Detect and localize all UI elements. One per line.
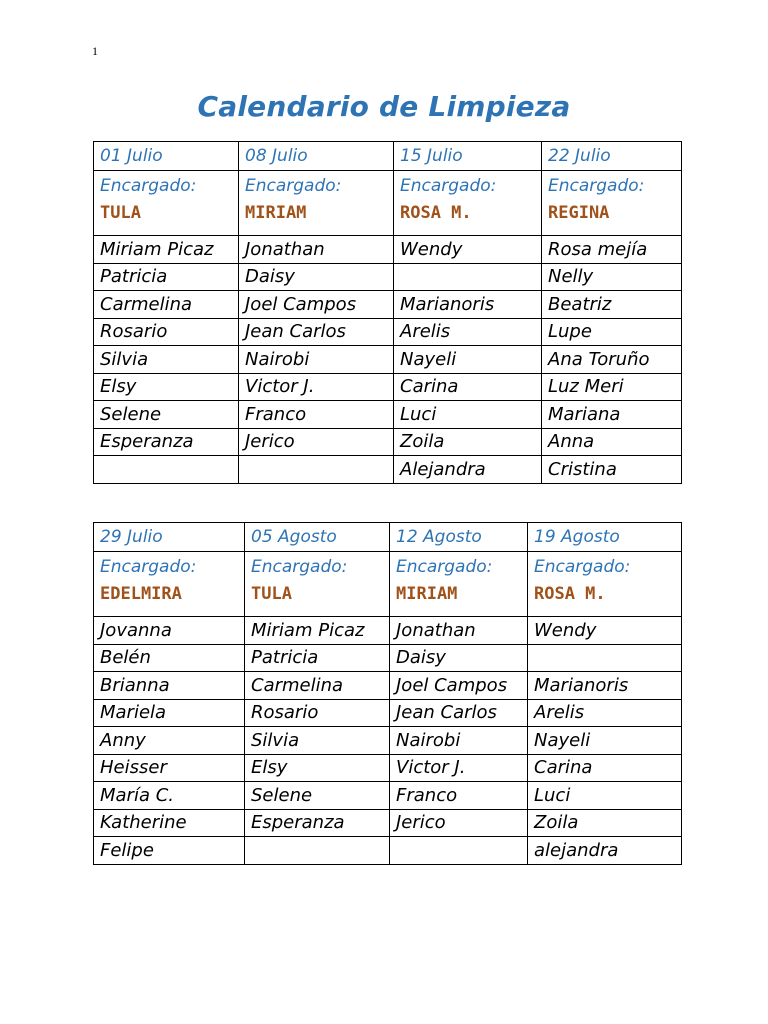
name-cell: Nairobi [390, 727, 528, 755]
name-cell: Franco [239, 401, 394, 429]
name-cell: Luci [528, 782, 682, 810]
name-cell: Anna [542, 428, 682, 456]
name-cell: Nayeli [394, 346, 542, 374]
encargado-label: Encargado: [245, 176, 342, 196]
table-row [94, 456, 682, 484]
encargado-name: ROSA M. [534, 584, 606, 604]
name-cell [239, 456, 394, 484]
table-row [94, 644, 682, 672]
table-row [94, 782, 682, 810]
name-cell [394, 263, 542, 291]
name-cell: Jonathan [390, 617, 528, 645]
name-cell: Patricia [94, 263, 239, 291]
name-cell: Jovanna [94, 617, 245, 645]
name-cell: Jerico [390, 809, 528, 837]
encargado-name: ROSA M. [400, 203, 472, 223]
table-row [94, 373, 682, 401]
table-row [94, 263, 682, 291]
name-cell: Daisy [239, 263, 394, 291]
name-cell: Marianoris [394, 291, 542, 319]
name-cell [245, 837, 390, 865]
table-row [94, 236, 682, 264]
name-cell: Jean Carlos [239, 318, 394, 346]
name-cell [390, 837, 528, 865]
name-cell: Esperanza [94, 428, 239, 456]
name-cell: Felipe [94, 837, 245, 865]
name-cell: Carina [394, 373, 542, 401]
name-cell: Jonathan [239, 236, 394, 264]
encargado-cell [245, 552, 390, 617]
cleaning-schedule-table-1 [93, 141, 682, 484]
name-cell: Silvia [94, 346, 239, 374]
name-cell: Miriam Picaz [245, 617, 390, 645]
encargado-row [94, 171, 682, 236]
name-cell: Wendy [394, 236, 542, 264]
table-row [94, 727, 682, 755]
name-cell: Anny [94, 727, 245, 755]
table-row [94, 837, 682, 865]
encargado-label: Encargado: [100, 176, 197, 196]
name-cell: Jerico [239, 428, 394, 456]
encargado-name: REGINA [548, 203, 610, 223]
name-cell: Rosario [94, 318, 239, 346]
encargado-label: Encargado: [251, 557, 348, 577]
date-cell: 22 Julio [542, 142, 682, 171]
table-row [94, 318, 682, 346]
page-number: 1 [92, 44, 98, 58]
name-cell: María C. [94, 782, 245, 810]
name-cell: Alejandra [394, 456, 542, 484]
name-cell: Miriam Picaz [94, 236, 239, 264]
name-cell: Selene [94, 401, 239, 429]
encargado-cell [239, 171, 394, 236]
name-cell: Brianna [94, 672, 245, 700]
name-cell: Wendy [528, 617, 682, 645]
date-header-row [94, 523, 682, 552]
name-cell: Zoila [394, 428, 542, 456]
encargado-cell [390, 552, 528, 617]
name-cell: Nelly [542, 263, 682, 291]
name-cell: Luci [394, 401, 542, 429]
name-cell: Victor J. [390, 754, 528, 782]
encargado-name: MIRIAM [245, 203, 307, 223]
encargado-label: Encargado: [534, 557, 631, 577]
name-cell: Elsy [94, 373, 239, 401]
name-cell: Nairobi [239, 346, 394, 374]
table-row [94, 617, 682, 645]
name-cell: Cristina [542, 456, 682, 484]
name-cell: alejandra [528, 837, 682, 865]
encargado-cell [542, 171, 682, 236]
encargado-label: Encargado: [400, 176, 497, 196]
encargado-label: Encargado: [100, 557, 197, 577]
name-cell: Ana Toruño [542, 346, 682, 374]
date-cell: 01 Julio [94, 142, 239, 171]
name-cell: Carmelina [245, 672, 390, 700]
encargado-cell [94, 552, 245, 617]
table-row [94, 291, 682, 319]
name-cell: Patricia [245, 644, 390, 672]
name-cell: Belén [94, 644, 245, 672]
date-header-row [94, 142, 682, 171]
date-cell: 12 Agosto [390, 523, 528, 552]
encargado-name: TULA [100, 203, 141, 223]
name-cell: Carmelina [94, 291, 239, 319]
name-cell: Joel Campos [390, 672, 528, 700]
name-cell: Marianoris [528, 672, 682, 700]
name-cell: Rosario [245, 699, 390, 727]
table-row [94, 809, 682, 837]
cleaning-schedule-table-2 [93, 522, 682, 865]
table-row [94, 672, 682, 700]
encargado-name: TULA [251, 584, 292, 604]
encargado-label: Encargado: [548, 176, 645, 196]
name-cell: Selene [245, 782, 390, 810]
table-row [94, 754, 682, 782]
encargado-cell [394, 171, 542, 236]
date-cell: 29 Julio [94, 523, 245, 552]
table-row [94, 346, 682, 374]
name-cell: Mariela [94, 699, 245, 727]
name-cell: Carina [528, 754, 682, 782]
date-cell: 08 Julio [239, 142, 394, 171]
name-cell: Franco [390, 782, 528, 810]
name-cell: Katherine [94, 809, 245, 837]
encargado-name: MIRIAM [396, 584, 458, 604]
encargado-label: Encargado: [396, 557, 493, 577]
name-cell: Luz Meri [542, 373, 682, 401]
name-cell: Jean Carlos [390, 699, 528, 727]
table-row [94, 428, 682, 456]
name-cell: Mariana [542, 401, 682, 429]
date-cell: 19 Agosto [528, 523, 682, 552]
name-cell: Arelis [394, 318, 542, 346]
name-cell: Elsy [245, 754, 390, 782]
table-row [94, 401, 682, 429]
name-cell [528, 644, 682, 672]
date-cell: 15 Julio [394, 142, 542, 171]
date-cell: 05 Agosto [245, 523, 390, 552]
name-cell: Rosa mejía [542, 236, 682, 264]
encargado-row [94, 552, 682, 617]
name-cell: Lupe [542, 318, 682, 346]
name-cell: Silvia [245, 727, 390, 755]
name-cell: Heisser [94, 754, 245, 782]
name-cell: Victor J. [239, 373, 394, 401]
encargado-name: EDELMIRA [100, 584, 182, 604]
name-cell [94, 456, 239, 484]
name-cell: Zoila [528, 809, 682, 837]
document-title: Calendario de Limpieza [197, 90, 571, 123]
encargado-cell [528, 552, 682, 617]
name-cell: Arelis [528, 699, 682, 727]
encargado-cell [94, 171, 239, 236]
name-cell: Esperanza [245, 809, 390, 837]
name-cell: Joel Campos [239, 291, 394, 319]
name-cell: Nayeli [528, 727, 682, 755]
table-row [94, 699, 682, 727]
name-cell: Beatriz [542, 291, 682, 319]
name-cell: Daisy [390, 644, 528, 672]
